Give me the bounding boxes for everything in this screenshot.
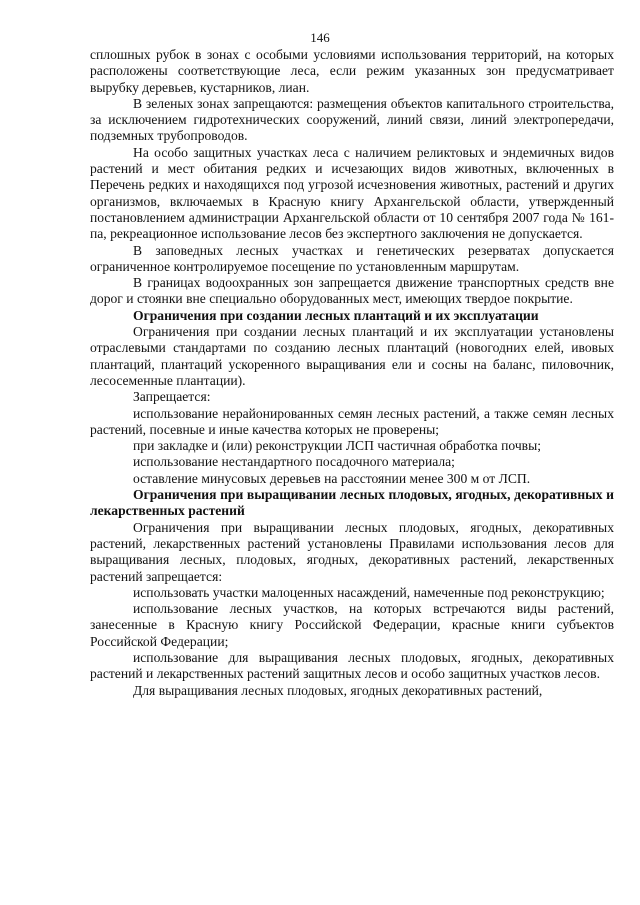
paragraph: использование лесных участков, на которых встречаются виды растений, занесенные в Красную книгу Российской Федерации, красные книги субъектов Российской Федерации; — [90, 601, 614, 649]
paragraph: В заповедных лесных участках и генетических резерватах допускается ограниченное контролируемое посещение по установленным маршрутам. — [90, 242, 614, 274]
paragraph: Ограничения при выращивании лесных плодовых, ягодных, декоративных растений, лекарственных растений установлены Правилами использования лесов для выращивания лесных, плодовых, ягодных, декоративных растений, лекарственных растений запрещается: — [90, 519, 614, 584]
paragraph: В границах водоохранных зон запрещается движение транспортных средств вне дорог и стоянки вне специально оборудованных мест, имеющих твердое покрытие. — [90, 275, 614, 307]
paragraph: использование нестандартного посадочного материала; — [133, 454, 455, 470]
paragraph: В зеленых зонах запрещаются: размещения объектов капитального строительства, за исключением гидротехнических сооружений, линий связи, линий электропередачи, подземных трубопроводов. — [90, 95, 614, 144]
paragraph: На особо защитных участках леса с наличием реликтовых и эндемичных видов растений и мест обитания редких и исчезающих видов животных, включенных в Перечень редких и находящихся под угрозой исчезновения животных, растений и других организмов, включаемых в Красную книгу Архангельской области, утвержденный постановлением администрации Архангельской области от 10 сентября 2007 года № 161-па, рекреационное использование лесов без экспертного заключения не допускается. — [90, 144, 614, 242]
paragraph: оставление минусовых деревьев на расстоянии менее 300 м от ЛСП. — [133, 470, 531, 486]
section-heading: Ограничения при выращивании лесных плодовых, ягодных, декоративных и лекарственных растений — [90, 487, 614, 519]
paragraph: Для выращивания лесных плодовых, ягодных декоративных растений, — [133, 682, 543, 698]
paragraph: при закладке и (или) реконструкции ЛСП частичная обработка почвы; — [133, 438, 541, 454]
paragraph: Запрещается: — [133, 389, 211, 405]
section-heading: Ограничения при создании лесных плантаций и их эксплуатации — [133, 307, 539, 323]
paragraph: использование для выращивания лесных плодовых, ягодных, декоративных растений и лекарственных растений защитных лесов и особо защитных участков лесов. — [90, 649, 614, 682]
paragraph: сплошных рубок в зонах с особыми условиями использования территорий, на которых расположены соответствующие леса, если режим указанных зон предусматривает вырубку деревьев, кустарников, лиан. — [90, 47, 614, 95]
page-number: 146 — [310, 30, 330, 45]
paragraph: использование нерайонированных семян лесных растений, а также семян лесных растений, посевные и иные качества которых не проверены; — [90, 405, 614, 437]
paragraph: Ограничения при создании лесных плантаций и их эксплуатации установлены отраслевыми стандартами по созданию лесных плантаций (новогодних елей, ивовых плантаций, плантаций ускоренного выращивания ели и сосны на баланс, пиловочник, лесосеменные плантации). — [90, 324, 614, 388]
paragraph: использовать участки малоценных насаждений, намеченные под реконструкцию; — [133, 584, 605, 600]
document-body — [90, 47, 614, 699]
